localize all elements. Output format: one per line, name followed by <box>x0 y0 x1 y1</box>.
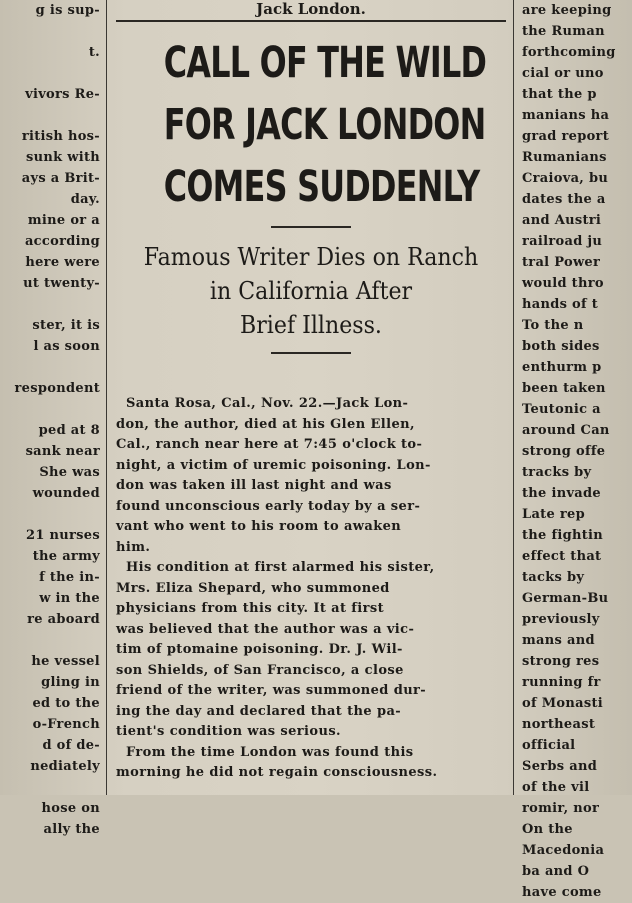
right_column-line: cial or uno <box>522 66 604 81</box>
headline-line-2: FOR JACK LONDON <box>163 100 486 150</box>
left_column-line: ster, it is <box>32 318 100 333</box>
right_column-line: the Ruman <box>522 24 605 39</box>
right_column-line: northeast <box>522 717 596 732</box>
right_column-line: have come <box>522 885 602 900</box>
left_column-line: ut twenty- <box>23 276 100 291</box>
left_column-line <box>0 21 104 42</box>
left_column-line <box>0 504 104 525</box>
left_column-line: nediately <box>30 759 100 774</box>
kicker-rule <box>116 20 506 22</box>
article-body-line: don was taken ill last night and was <box>116 478 392 493</box>
right_column-line: German-Bu <box>522 591 609 606</box>
article-body-line: don, the author, died at his Glen Ellen, <box>116 416 415 432</box>
right_column-line: of the vil <box>522 780 590 795</box>
left_column-line <box>0 630 104 651</box>
left_column-line: g is sup- <box>35 3 100 18</box>
right_column-line: the fightin <box>522 528 604 543</box>
article-body-line: morning he did not regain consciousness. <box>116 765 438 780</box>
right_column-line: Late rep <box>522 507 585 522</box>
headline-line-3: COMES SUDDENLY <box>163 162 480 212</box>
right_column-line: To the n <box>522 318 584 333</box>
left_column-line: w in the <box>39 591 100 606</box>
column-rule-left <box>106 0 107 795</box>
left_column-line: the army <box>32 549 100 564</box>
left_column-line: sunk with <box>25 150 100 165</box>
right_column-line: romir, nor <box>522 801 600 816</box>
left_column-line <box>0 399 104 420</box>
right_column-line: Serbs and <box>522 759 598 774</box>
article-body-line: From the time London was found this <box>126 744 414 760</box>
article-body-line: found unconscious early today by a ser- <box>116 498 421 514</box>
left_column-line <box>0 357 104 378</box>
article-body-line: tim of ptomaine poisoning. Dr. J. Wil- <box>116 642 403 657</box>
left_column-line: vivors Re- <box>25 87 100 102</box>
right_column-line: Craiova, bu <box>522 171 609 186</box>
article-body-line: physicians from this city. It at first <box>116 601 385 616</box>
headline-divider <box>271 226 351 228</box>
right_column-line: of Monasti <box>522 696 603 711</box>
right_column-line: and Austri <box>522 213 602 228</box>
left_column-line <box>0 294 104 315</box>
article-body-line: night, a victim of uremic poisoning. Lon- <box>116 457 431 473</box>
right_column-line: ba and O <box>522 864 590 879</box>
right_column-line: hands of t <box>522 297 599 312</box>
right_column-line: dates the a <box>522 192 606 207</box>
right_column-line: tral Power <box>522 255 601 270</box>
article-body-line: was believed that the author was a vic- <box>116 621 415 637</box>
left_column-line: 21 nurses <box>26 528 100 543</box>
deck-line-1: Famous Writer Dies on Ranch <box>143 243 479 271</box>
article-body-line: ing the day and declared that the pa- <box>116 703 402 719</box>
article-body-line: Mrs. Eliza Shepard, who summoned <box>116 580 390 596</box>
deck-line-2: in California After <box>209 277 413 305</box>
right_column-line: mans and <box>522 633 595 648</box>
headline-line-1: CALL OF THE WILD <box>163 38 487 88</box>
left_column-line: respondent <box>14 381 100 396</box>
right_column-line: running fr <box>522 675 601 690</box>
right_column-line: On the <box>522 822 573 837</box>
article-body-line: friend of the writer, was summoned dur- <box>116 683 427 698</box>
column-rule-right <box>513 0 514 795</box>
left_column-line: t. <box>88 45 100 60</box>
right_column-line: railroad ju <box>522 234 603 249</box>
article-body-line: son Shields, of San Francisco, a close <box>116 662 404 678</box>
right_column-line: tracks by <box>522 465 592 480</box>
right_column-line: tacks by <box>522 570 585 585</box>
left_column-line: hose on <box>41 801 100 816</box>
right_column-line: strong res <box>522 654 600 669</box>
article-body <box>112 394 510 784</box>
left_column-line: l as soon <box>33 339 100 354</box>
right_column-line: been taken <box>522 381 606 396</box>
left_column-line: ays a Brit- <box>21 171 100 186</box>
left_column-line: f the in- <box>39 570 100 585</box>
right_column-line: Rumanians <box>522 150 607 165</box>
article-kicker: Jack London. <box>256 0 366 18</box>
right_column-line: grad report <box>522 129 610 144</box>
article-body-line: vant who went to his room to awaken <box>116 519 402 534</box>
left_column-line: re aboard <box>27 612 100 627</box>
right_column-line: strong offe <box>522 444 606 459</box>
left_column-line <box>0 63 104 84</box>
right_column-line: that the p <box>522 87 597 102</box>
left_column-line: o-French <box>32 717 100 732</box>
left_column-line: sank near <box>25 444 100 459</box>
left_column-line: day. <box>70 192 100 207</box>
deck-divider <box>271 352 351 354</box>
right_column-line: the invade <box>522 486 601 501</box>
left_column-line: gling in <box>41 675 100 690</box>
right_column-line: manians ha <box>522 108 610 123</box>
right_column-line: forthcoming <box>522 45 616 60</box>
left_column-line: She was <box>39 465 100 480</box>
article-body-line: His condition at first alarmed his sister, <box>126 560 435 575</box>
right_column-line: are keeping <box>522 3 612 18</box>
article-body-line: tient's condition was serious. <box>116 724 341 739</box>
right_column-line: would thro <box>522 276 604 291</box>
left_column-line: he vessel <box>31 654 100 669</box>
deck-line-3: Brief Illness. <box>240 311 382 339</box>
left-column <box>0 0 104 837</box>
right_column-line: official <box>522 738 576 753</box>
right_column-line: enthurm p <box>522 360 602 375</box>
left_column-line: ritish hos- <box>21 129 100 144</box>
left_column-line <box>0 105 104 126</box>
right_column-line: around Can <box>522 423 610 438</box>
right_column-line: Teutonic a <box>522 402 601 417</box>
right_column-line: previously <box>522 612 600 627</box>
right_column-line: Macedonia <box>522 843 605 858</box>
left_column-line: here were <box>25 255 100 270</box>
left_column-line <box>0 777 104 798</box>
article-body-line: him. <box>116 539 151 555</box>
left_column-line: ed to the <box>32 696 100 711</box>
right_column-line: effect that <box>522 549 602 564</box>
right_column-line: both sides <box>522 339 600 354</box>
left_column-line: ally the <box>43 822 100 837</box>
right-column <box>518 0 632 900</box>
left_column-line: wounded <box>32 486 100 501</box>
article <box>112 0 510 795</box>
article-body-line: Cal., ranch near here at 7:45 o'clock to- <box>116 437 423 452</box>
left_column-line: d of de- <box>42 738 100 753</box>
left_column-line: ped at 8 <box>38 423 100 438</box>
left_column-line: mine or a <box>27 213 100 228</box>
left_column-line: according <box>24 234 100 249</box>
article-body-line: Santa Rosa, Cal., Nov. 22.—Jack Lon- <box>126 396 409 411</box>
